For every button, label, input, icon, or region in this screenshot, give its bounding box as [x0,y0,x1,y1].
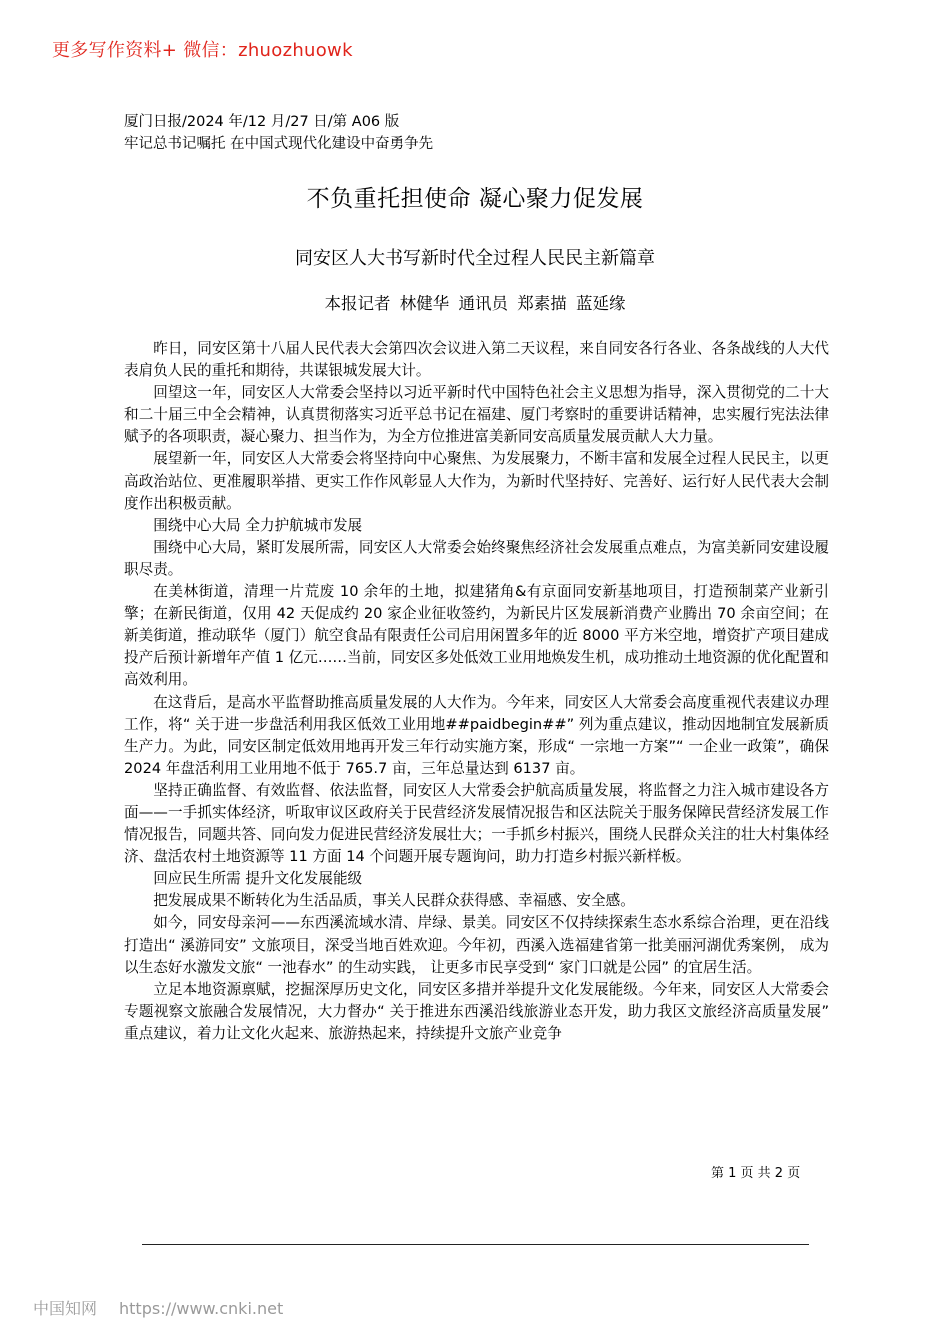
paragraph: 如今，同安母亲河——东西溪流域水清、岸绿、景美。同安区不仅持续探索生态水系综合治理，更在沿线打造出“ 溪游同安” 文旅项目，深受当地百姓欢迎。今年初，西溪入选福建省第一批美丽河湖优秀案例， 成为以生态好水激发文旅“ 一池春水” 的生动实践， 让更多市民享受到“ 家门口就是公园” 的宜居生活。 [124,914,829,976]
footer [33,1296,305,1319]
kicker-line: 牢记总书记嘱托 在中国式现代化建设中奋勇争先 [124,136,434,152]
paragraph: 把发展成果不断转化为生活品质，事关人民群众获得感、幸福感、安全感。 [153,892,635,910]
promo-banner: 更多写作资料+ 微信：zhuozhuowk [52,40,353,61]
page-indicator: 第 1 页 共 2 页 [711,1166,801,1181]
paragraph: 回望这一年，同安区人大常委会坚持以习近平新时代中国特色社会主义思想为指导，深入贯彻党的二十大和二十届三中全会精神，认真贯彻落实习近平总书记在福建、厦门考察时的重要讲话精神，忠实履行宪法法律赋予的各项职责，凝心聚力、担当作为，为全方位推进富美新同安高质量发展贡献人大力量。 [124,384,829,446]
paragraph: 在美林街道，清理一片荒废 10 余年的土地，拟建猪角&有京面同安新基地项目，打造预制菜产业新引擎；在新民街道，仅用 42 天促成约 20 家企业征收签约，为新民片区发展新消费产业腾出 70 余亩空间；在新美街道，推动联华（厦门）航空食品有限责任公司启用闲置多年的近 8000 平方米空地，增资扩产项目建成投产后预计新增年产值 1 亿元……当前，同安区多处低效工业用地焕发生机，成功推动土地资源的优化配置和高效利用。 [124,583,829,689]
paragraph: 昨日，同安区第十八届人民代表大会第四次会议进入第二天议程，来自同安各行各业、各条战线的人大代表肩负人民的重托和期待，共谋银城发展大计。 [124,340,829,380]
article-subtitle: 同安区人大书写新时代全过程人民民主新篇章 [295,248,655,269]
footer-divider [142,1244,809,1245]
article-byline: 本报记者 林健华 通讯员 郑素描 蓝延缘 [324,294,626,313]
source-line: 厦门日报/2024 年/12 月/27 日/第 A06 版 [124,114,400,130]
article-body [124,338,829,1045]
footer-site-name: 中国知网 [33,1299,98,1318]
section-heading: 回应民生所需 提升文化发展能级 [153,870,363,888]
paragraph: 展望新一年，同安区人大常委会将坚持向中心聚焦、为发展聚力，不断丰富和发展全过程人民民主，以更高政治站位、更准履职举措、更实工作作风彰显人大作为，为新时代坚持好、完善好、运行好人民代表大会制度作出积极贡献。 [124,450,829,512]
paragraph: 坚持正确监督、有效监督、依法监督，同安区人大常委会护航高质量发展，将监督之力注入城市建设各方面——一手抓实体经济，听取审议区政府关于民营经济发展情况报告和区法院关于服务保障民营经济发展工作情况报告，同题共答、同向发力促进民营经济发展壮大；一手抓乡村振兴，围绕人民群众关注的壮大村集体经济、盘活农村土地资源等 11 方面 14 个问题开展专题询问，助力打造乡村振兴新样板。 [124,781,829,866]
paragraph: 围绕中心大局，紧盯发展所需，同安区人大常委会始终聚焦经济社会发展重点难点，为富美新同安建设履职尽责。 [124,538,829,578]
article-title: 不负重托担使命 凝心聚力促发展 [306,186,644,212]
paragraph: 立足本地资源禀赋，挖掘深厚历史文化，同安区多措并举提升文化发展能级。今年来，同安区人大常委会专题视察文旅融合发展情况，大力督办“ 关于推进东西溪沿线旅游业态开发，助力我区文旅经济高质量发展” 重点建议，着力让文化火起来、旅游热起来，持续提升文旅产业竞争 [124,980,829,1042]
section-heading: 围绕中心大局 全力护航城市发展 [153,516,363,534]
footer-url[interactable]: https://www.cnki.net [119,1299,284,1318]
paragraph: 在这背后，是高水平监督助推高质量发展的人大作为。今年来，同安区人大常委会高度重视代表建议办理工作，将“ 关于进一步盘活利用我区低效工业用地##paidbegin##” 列为重点建议，推动因地制宜发展新质生产力。为此，同安区制定低效用地再开发三年行动实施方案，形成“ 一宗地一方案”“ 一企业一政策”，确保 2024 年盘活利用工业用地不低于 765.7 亩，三年总量达到 6137 亩。 [124,693,829,777]
